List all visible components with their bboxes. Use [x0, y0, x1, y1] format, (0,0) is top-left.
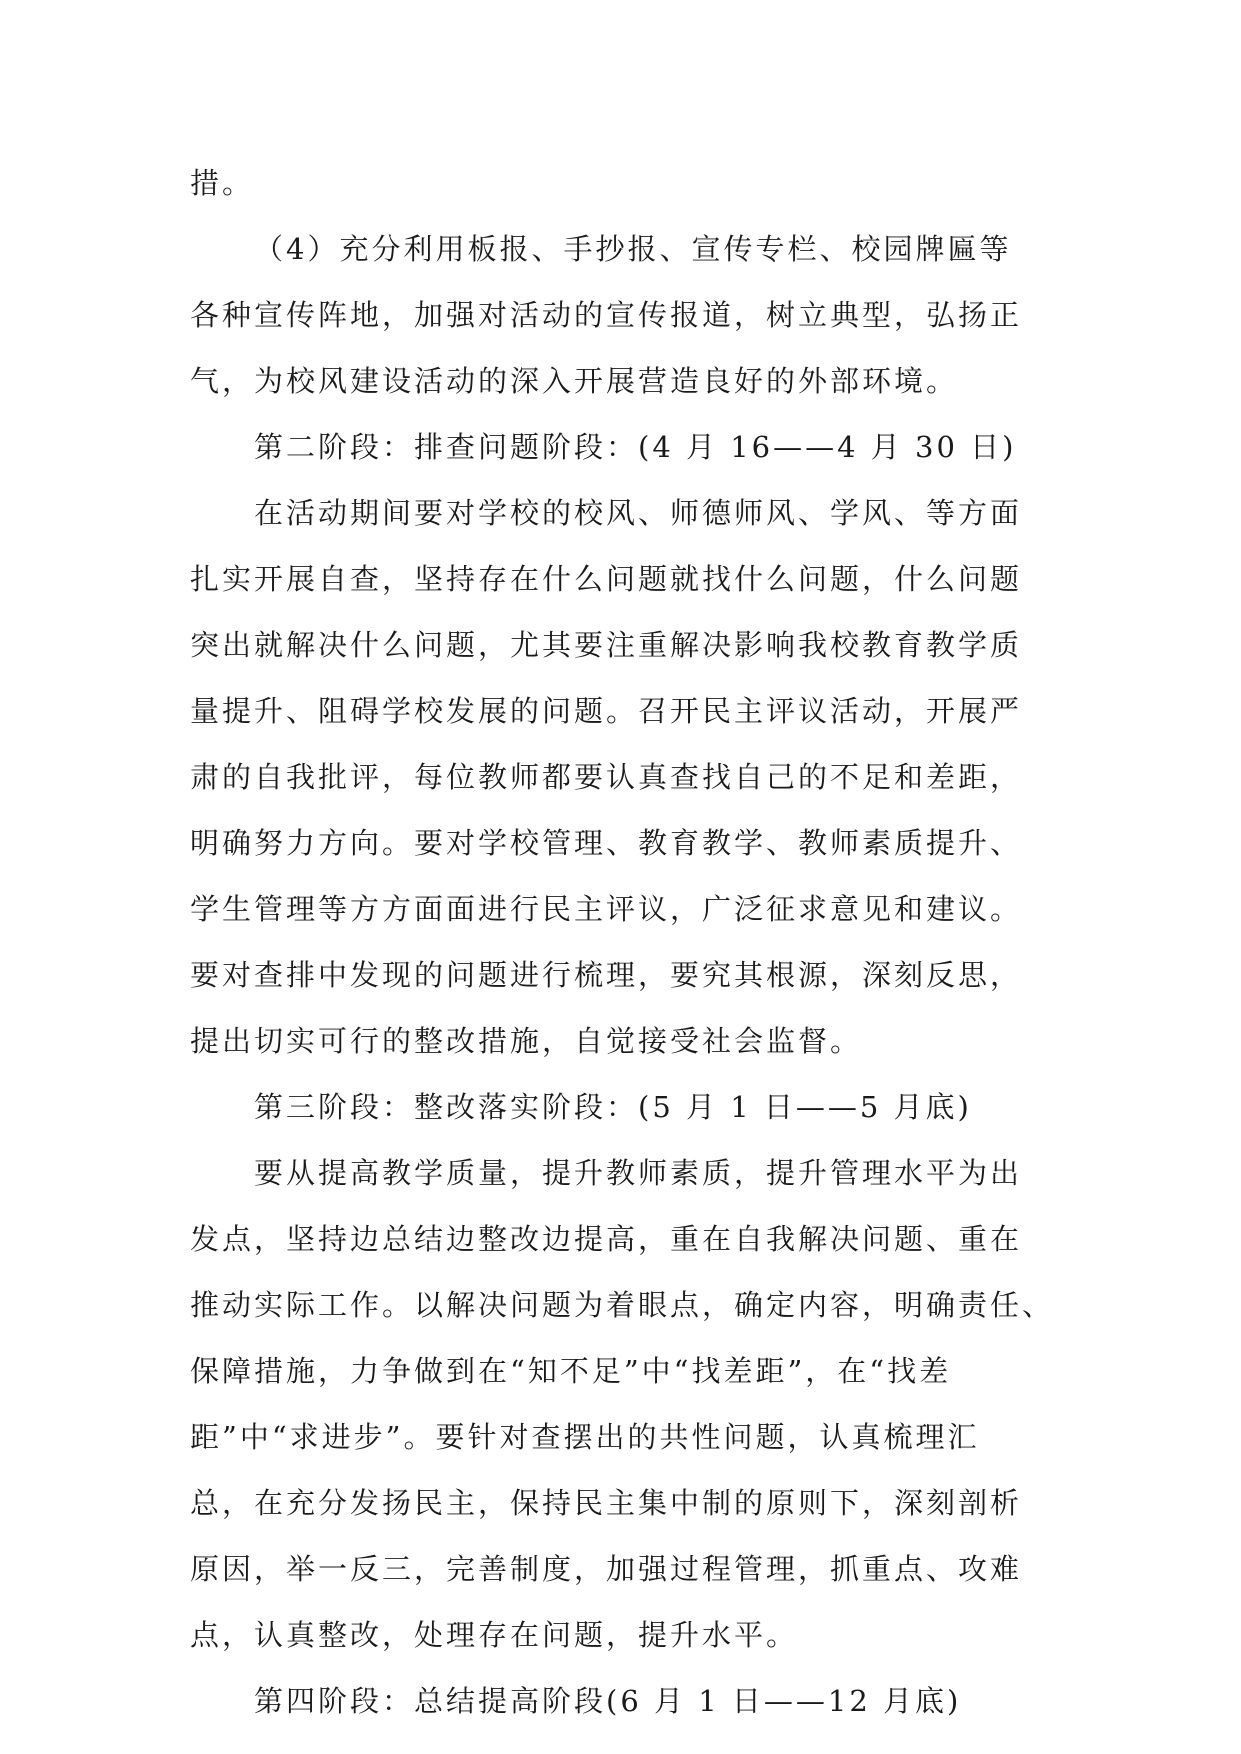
text-line: 发点，坚持边总结边整改边提高，重在自我解决问题、重在	[190, 1222, 1023, 1256]
paragraph-start-line: 在活动期间要对学校的校风、师德师风、学风、等方面	[254, 496, 1023, 530]
paragraph-start-line: （4）充分利用板报、手抄报、宣传专栏、校园牌匾等	[254, 232, 1012, 266]
text-line: 扎实开展自查，坚持存在什么问题就找什么问题，什么问题	[190, 562, 1023, 596]
paragraph-start-line: 要从提高教学质量，提升教师素质，提升管理水平为出	[254, 1156, 1023, 1190]
section-heading-stage-3: 第三阶段：整改落实阶段：(5 月 1 日——5 月底)	[254, 1090, 972, 1124]
text-line: 学生管理等方方面面进行民主评议，广泛征求意见和建议。	[190, 892, 1023, 926]
text-line: 突出就解决什么问题，尤其要注重解决影响我校教育教学质	[190, 628, 1023, 662]
text-line: 量提升、阻碍学校发展的问题。召开民主评议活动，开展严	[190, 694, 1023, 728]
text-line: 推动实际工作。以解决问题为着眼点，确定内容，明确责任、	[190, 1288, 1055, 1322]
text-line: 要对查排中发现的问题进行梳理，要究其根源，深刻反思，	[190, 958, 1023, 992]
section-heading-stage-2: 第二阶段：排查问题阶段：(4 月 16——4 月 30 日)	[254, 430, 1017, 464]
text-line: 各种宣传阵地，加强对活动的宣传报道，树立典型，弘扬正	[190, 298, 1023, 332]
text-line: 气，为校风建设活动的深入开展营造良好的外部环境。	[190, 364, 959, 398]
text-line: 点，认真整改，处理存在问题，提升水平。	[190, 1618, 799, 1652]
text-line: 总，在充分发扬民主，保持民主集中制的原则下，深刻剖析	[190, 1486, 1023, 1520]
text-line: 肃的自我批评，每位教师都要认真查找自己的不足和差距，	[190, 760, 1023, 794]
text-line: 明确努力方向。要对学校管理、教育教学、教师素质提升、	[190, 826, 1023, 860]
text-line: 距”中“求进步”。要针对查摆出的共性问题，认真梳理汇	[190, 1420, 980, 1454]
section-heading-stage-4: 第四阶段：总结提高阶段(6 月 1 日——12 月底)	[254, 1684, 962, 1718]
text-line: 原因，举一反三，完善制度，加强过程管理，抓重点、攻难	[190, 1552, 1023, 1586]
document-body	[190, 150, 1070, 1734]
text-line: 措。	[190, 166, 255, 200]
text-line: 保障措施，力争做到在“知不足”中“找差距”，在“找差	[190, 1354, 952, 1388]
text-line: 提出切实可行的整改措施，自觉接受社会监督。	[190, 1024, 863, 1058]
